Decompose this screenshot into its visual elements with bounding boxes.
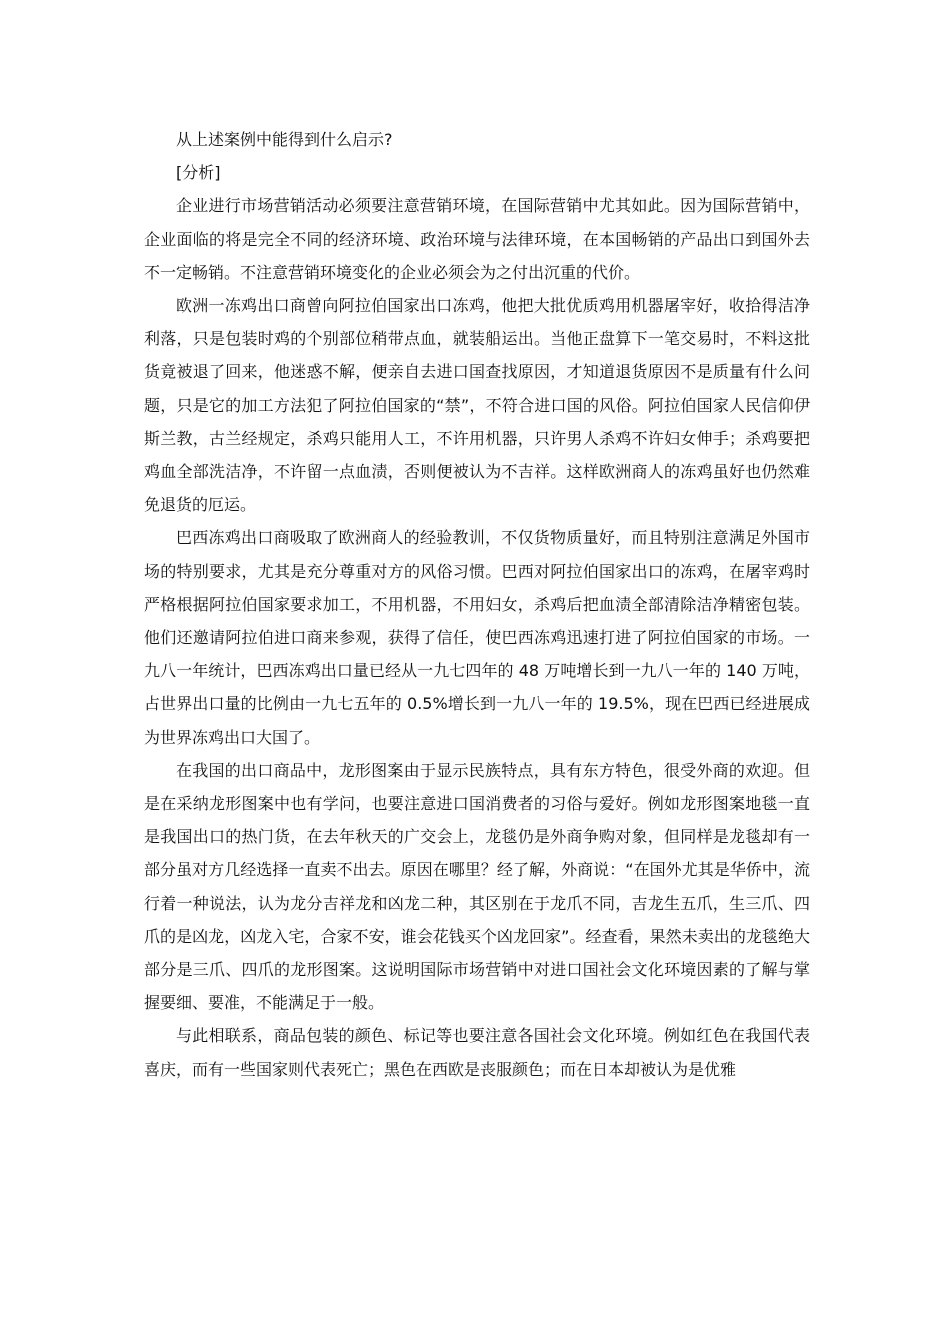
- analysis-heading: [分析]: [176, 163, 221, 183]
- document-page: [144, 123, 810, 1086]
- question-line: 从上述案例中能得到什么启示?: [176, 130, 393, 149]
- paragraph-packaging: 与此相联系，商品包装的颜色、标记等也要注意各国社会文化环境。例如红色在我国代表喜庆，而有一些国家则代表死亡；黑色在西欧是丧服颜色；而在日本却被认为是优雅: [144, 1026, 810, 1079]
- paragraph-intro: 企业进行市场营销活动必须要注意营销环境，在国际营销中尤其如此。因为国际营销中，企业面临的将是完全不同的经济环境、政治环境与法律环境，在本国畅销的产品出口到国外去不一定畅销。不注意营销环境变化的企业必须会为之付出沉重的代价。: [144, 196, 810, 282]
- paragraph-brazil-case: 巴西冻鸡出口商吸取了欧洲商人的经验教训，不仅货物质量好，而且特别注意满足外国市场的特别要求，尤其是充分尊重对方的风俗习惯。巴西对阿拉伯国家出口的冻鸡，在屠宰鸡时严格根据阿拉伯国家要求加工，不用机器，不用妇女，杀鸡后把血渍全部清除洁净精密包装。他们还邀请阿拉伯进口商来参观，获得了信任，使巴西冻鸡迅速打进了阿拉伯国家的市场。一九八一年统计，巴西冻鸡出口量已经从一九七四年的 48 万吨增长到一九八一年的 140 万吨，占世界出口量的比例由一九七五年的 0.5%增长到一九八一年的 19.5%，现在巴西已经进展成为世界冻鸡出口大国了。: [144, 528, 810, 747]
- paragraph-dragon-case: 在我国的出口商品中，龙形图案由于显示民族特点，具有东方特色，很受外商的欢迎。但是在采纳龙形图案中也有学问，也要注意进口国消费者的习俗与爱好。例如龙形图案地毯一直是我国出口的热门货，在去年秋天的广交会上，龙毯仍是外商争购对象，但同样是龙毯却有一部分虽对方几经选择一直卖不出去。原因在哪里？经了解，外商说：“在国外尤其是华侨中，流行着一种说法，认为龙分吉祥龙和凶龙二种，其区别在于龙爪不同，吉龙生五爪，生三爪、四爪的是凶龙，凶龙入宅，合家不安，谁会花钱买个凶龙回家”。经查看，果然未卖出的龙毯绝大部分是三爪、四爪的龙形图案。这说明国际市场营销中对进口国社会文化环境因素的了解与掌握要细、要准，不能满足于一般。: [144, 760, 810, 1013]
- paragraph-europe-case: 欧洲一冻鸡出口商曾向阿拉伯国家出口冻鸡，他把大批优质鸡用机器屠宰好，收拾得洁净利落，只是包装时鸡的个别部位稍带点血，就装船运出。当他正盘算下一笔交易时，不料这批货竟被退了回来，他迷惑不解，便亲自去进口国查找原因，才知道退货原因不是质量有什么问题，只是它的加工方法犯了阿拉伯国家的“禁”，不符合进口国的风俗。阿拉伯国家人民信仰伊斯兰教，古兰经规定，杀鸡只能用人工，不许用机器，只许男人杀鸡不许妇女伸手；杀鸡要把鸡血全部洗洁净，不许留一点血渍，否则便被认为不吉祥。这样欧洲商人的冻鸡虽好也仍然难免退货的厄运。: [144, 296, 810, 515]
